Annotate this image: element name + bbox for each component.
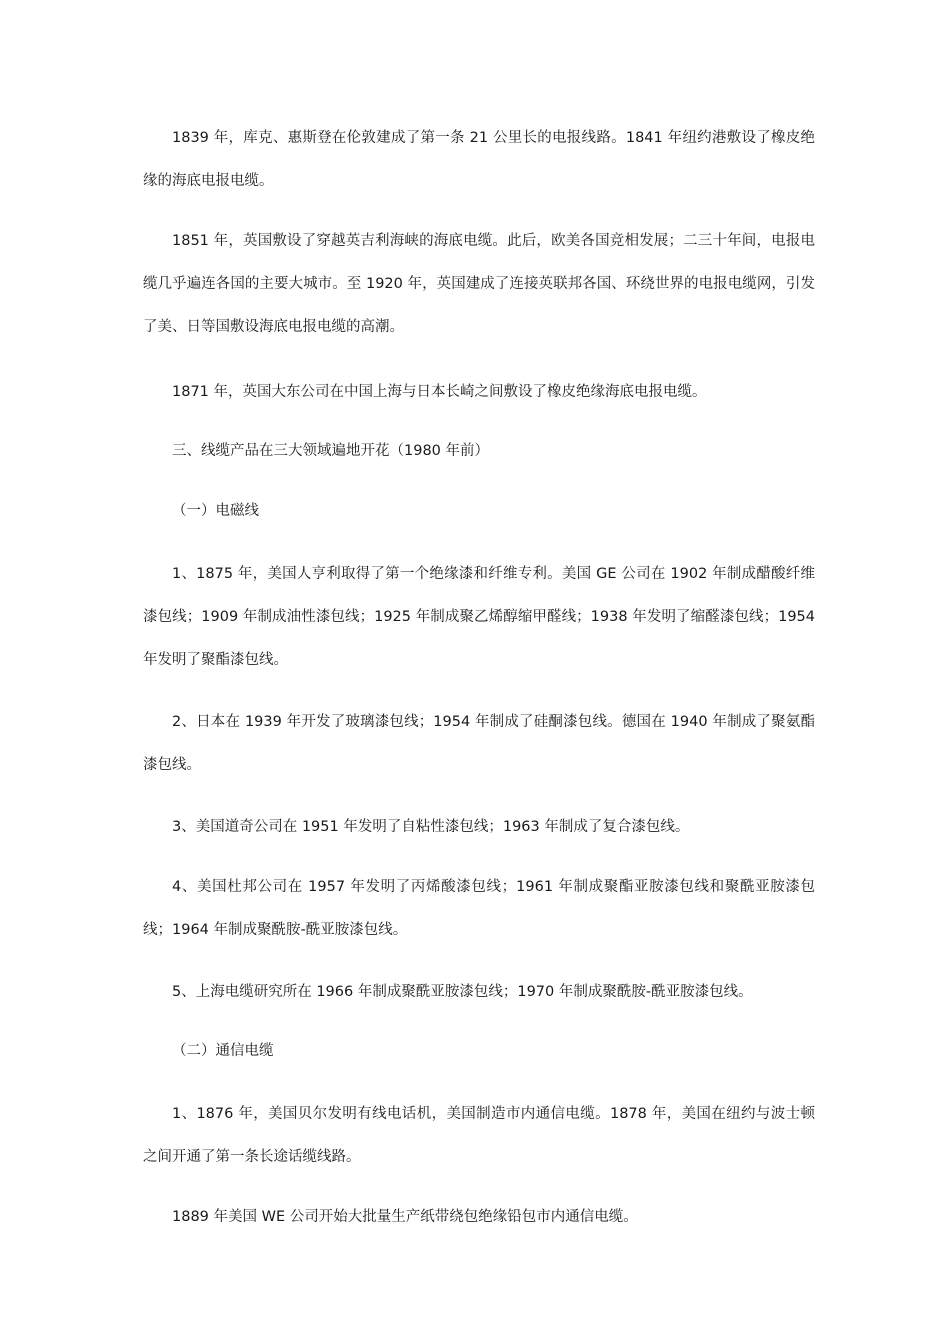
paragraph-1871-shanghai-nagasaki: 1871 年，英国大东公司在中国上海与日本长崎之间敷设了橡皮绝缘海底电报电缆。 bbox=[172, 384, 707, 400]
subsection-heading-magnet-wire: （一）电磁线 bbox=[172, 503, 259, 519]
section-heading-three: 三、线缆产品在三大领域遍地开花（1980 年前） bbox=[172, 443, 490, 459]
paragraph-magnet-wire-5: 5、上海电缆研究所在 1966 年制成聚酰亚胺漆包线；1970 年制成聚酰胺-酰亚胺漆包线。 bbox=[172, 984, 753, 1000]
paragraph-magnet-wire-4: 4、美国杜邦公司在 1957 年发明了丙烯酸漆包线；1961 年制成聚酯亚胺漆包线和聚酰亚胺漆包线；1964 年制成聚酰胺-酰亚胺漆包线。 bbox=[143, 879, 815, 938]
paragraph-communication-1: 1、1876 年，美国贝尔发明有线电话机，美国制造市内通信电缆。1878 年，美国在纽约与波士顿之间开通了第一条长途话缆线路。 bbox=[143, 1106, 815, 1165]
paragraph-communication-1889: 1889 年美国 WE 公司开始大批量生产纸带绕包绝缘铅包市内通信电缆。 bbox=[172, 1209, 638, 1225]
paragraph-magnet-wire-3: 3、美国道奇公司在 1951 年发明了自粘性漆包线；1963 年制成了复合漆包线。 bbox=[172, 819, 690, 835]
subsection-heading-communication-cable: （二）通信电缆 bbox=[172, 1043, 274, 1059]
paragraph-1839-telegraph: 1839 年，库克、惠斯登在伦敦建成了第一条 21 公里长的电报线路。1841 年纽约港敷设了橡皮绝缘的海底电报电缆。 bbox=[143, 130, 815, 189]
paragraph-magnet-wire-2: 2、日本在 1939 年开发了玻璃漆包线；1954 年制成了硅酮漆包线。德国在 1940 年制成了聚氨酯漆包线。 bbox=[143, 714, 815, 773]
paragraph-1851-channel-cable: 1851 年，英国敷设了穿越英吉利海峡的海底电缆。此后，欧美各国竞相发展；二三十年间，电报电缆几乎遍连各国的主要大城市。至 1920 年，英国建成了连接英联邦各国、环绕世界的电报电缆网，引发了美、日等国敷设海底电报电缆的高潮。 bbox=[143, 233, 815, 335]
paragraph-magnet-wire-1: 1、1875 年，美国人亨利取得了第一个绝缘漆和纤维专利。美国 GE 公司在 1902 年制成醋酸纤维漆包线；1909 年制成油性漆包线；1925 年制成聚乙烯醇缩甲醛线；1938 年发明了缩醛漆包线；1954 年发明了聚酯漆包线。 bbox=[143, 566, 815, 668]
